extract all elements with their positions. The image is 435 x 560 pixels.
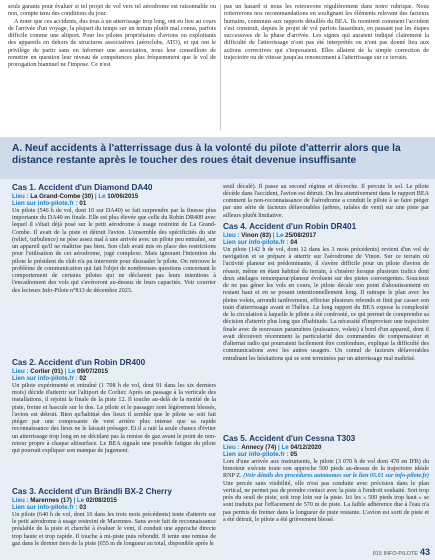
case-5 bbox=[223, 434, 429, 524]
case-3 bbox=[12, 487, 216, 548]
intro-right-column bbox=[224, 4, 429, 62]
case-link[interactable]: Lien sur info-pilote.fr : 02 bbox=[12, 375, 87, 382]
case-link[interactable]: Lien sur info-pilote.fr : 03 bbox=[12, 504, 87, 511]
column-divider bbox=[220, 4, 221, 130]
case-meta: Lieu : Annecy (74) | Le 04/12/2020 bbox=[223, 443, 322, 451]
case-body: Un pilote (546 h de vol, dont 10 sur DA40) se fait surprendre par la finesse plus importante du DA40 en finale. Elle est plus élevée que celle du Robin DR400 avec lequel il s'était déjà posé sur le petit aérodrome à usage restreint de La Grand-Combe. Il avait de la piste et détruit l'avion. L'ensemble des spécificités du site (relief, turbulence) ne pèse assez mal à une arrivée avec un pilote peu entraîné, sur un appareil qu'il ne maîtrise pas bien. Son club avait mis en place des restrictions pour l'utilisation de cet aérodrome, jugé complexe. Mais ignorant l'intention du pilote le président du club n'a pu intervenir pour dissuader le pilote. On retrouve le problème de communication qui fait l'objet de nombreuses questions concernant le comportement de certains pilotes qui ne déclarent pas leurs intentions à l'encadrement des vols qui s'avèreront au-dessus de leurs capacités. Voir courrier des lecteurs Info-Pilote n°813 de décembre 2023. bbox=[12, 207, 216, 294]
case-link[interactable]: Lien sur info-pilote.fr : 05 bbox=[223, 451, 298, 458]
case-body: Un pilote (640 h de vol, dont 16 dans les trois mois précédents) tente d'atterrir sur le petit aérodrome à usage restreint de Marennes. Sans avoir fait de reconnaissance préalable de la piste et cherché à évaluer le vent, il conduit une approche directe trop haute et trop rapide. Il touche à mi-piste puis rebondit. Il tente une remise de gaz dans le dernier tiers de la piste (655 m de longueur au total, disponible après le bbox=[12, 511, 216, 547]
magazine-name: 815 INFO-PILOTE bbox=[372, 551, 418, 557]
case-meta: Lieu : La Grand-Combe (30) | Le 10/06/2015 bbox=[12, 192, 139, 200]
procedure-link[interactable]: (Voir détails des procédures autonomes sur le lien 05.01 sur info-pilote.fr) bbox=[243, 473, 429, 480]
case-meta: Lieu : Marennes (17) | Le 02/08/2015 bbox=[12, 496, 117, 504]
case-link[interactable]: Lien sur info-pilote.fr : 01 bbox=[12, 200, 87, 207]
case-title: Cas 5. Accident d'un Cessna T303 bbox=[223, 434, 356, 443]
intro-left-column bbox=[8, 4, 216, 70]
page-number: 43 bbox=[419, 547, 430, 557]
section-title: A. Neuf accidents à l'atterrissage dus à la volonté du pilote d'atterrir alors que la distance restante après le toucher des roues était devenue insuffisante bbox=[12, 143, 401, 167]
case-body: Lors d'une arrivée aux instruments, le pilote (3 070 h de vol dont 470 en IFR) du bimoteur exécute toute son approche 500 pieds au-dessus de la trajectoire idéale RNP Z. (Voir détails des procédures autonomes sur le lien 05.01 sur info-pilote.fr) Une percée sans visibilité, elle n'est pas conduite avec précision dans le plan vertical, ne permet pas de prendre contact avec la piste à l'endroit souhaité. Sort trop près du seuil de piste, soit trop loin sur la piste. Ici les « 500 pieds trop haut » se sont traduits par l'effacement de 570 m de piste. La faible adhérence due à l'eau n'a pas permis de freiner dans la longueur de piste restante. L'avion est sorti de piste et a été détruit, le pilote a été grièvement blessé. bbox=[223, 458, 429, 523]
case-body: Un pilote expérimenté et entraîné (1 708 h de vol, dont 91 dans les six derniers mois) décide d'atterrir sur l'altiport de Corlier. Après un passage à la verticale des installations, il rejoint la finale de la piste 12. Il touche au-delà de la moitié de la piste, freine et bascule sur le dos. Le pilote et le passager sont légèrement blessés, l'avion est détruit. Bien qu'habitué des lieux il semble que le pilote se soit fait piéger par une composante de vent arrière plus intense que sa rapide reconnaissance des lieux ne le laissait présager. Et il a raté la seule chance d'éviter un atterrissage trop long en ne décidant pas la remise de gaz avant le point de non-retour propre à chaque altisurface. Le BEA signale une possible fatigue du pilote qui pourrait expliquer son manque de jugement. bbox=[12, 382, 216, 455]
case-2 bbox=[12, 358, 216, 455]
intro-paragraph: seuls garants pour évaluer si tel projet de vol vers tel aérodrome est raisonnable ou non, compte tenu des conditions du jour. bbox=[8, 4, 216, 18]
case-title: Cas 3. Accident d'un Brändli BX-2 Cherry bbox=[12, 487, 172, 496]
case-body: seuil décalé). Il passe au second régime et décroche. Il percute le sol. Le pilote décède dans l'accident, l'avion est détruit. On lira attentivement dans le rapport BEA comment la non-reconnaissance de l'aérodrome a conduit le pilote à se faire piéger par une série de facteurs défavorables (arbres, rafales de vent) sur une piste par ailleurs plutôt limitative. bbox=[223, 183, 429, 219]
case-title: Cas 4. Accident d'un Robin DR401 bbox=[223, 222, 357, 231]
case-1 bbox=[12, 183, 216, 295]
case-body: Un pilote (142 h de vol, dont 12 dans les 3 mois précédents) revient d'un vol de navigation et se prépare à atterrir sur l'aérodrome de Vinon. Sur ce terrain où l'activité planeur est prédominante, il s'avère difficile pour un pilote d'avion de réussir, même en étant habitué du terrain, à s'insérer lorsque plusieurs trafics dont deux attelages remorqueur/planeur évoluent sur des pistes convergentes. Soucieux de ne pas gêner les vols en cours, le pilote décale son point d'aboutissement en restant haut et en se posant intentionnellement long. Il rattrape le plan avec les pleins volets, arrondit tardivement, effectue plusieurs rebonds et finit par casser son train d'atterrissage avant et l'hélice. Le long rapport du BEA expose la complexité de la circulation à laquelle le pilote a été confronté, ce qui permet de comprendre sa décision d'atterrir plus long que d'habitude. La nécessité d'improviser une trajectoire finale avec de nouveaux paramètres (puissance, volets) à bord d'un appareil, dont il avait découvert récemment la particularité des commandes de compensateur et d'alternat radio qui pourraient facilement être confondues, explique la difficulté des communications avec les autres usagers. Un cumul de facteurs défavorables entraînant les hésitations qui se sont terminées par un atterrissage mal maîtrisé. bbox=[223, 246, 429, 362]
intro-paragraph: pas un hasard si nous les retrouvons régulièrement dans notre rubrique. Nous reiterrerons nos recommandations en soulignant les éléments relevant des facteurs humains, communs aux rapports détaillés du BEA. Ils montrent comment l'accident s'est construit, depuis le projet de vol parfois hasardeux, en passant par les étapes successives de la phase d'arrivée. Les signes qui auraient indiqué clairement la difficulté de l'atterrissage n'ont pas été interprétés ou n'ont pas donné lieu aux actions correctives qui s'imposaient. Elles allaient de la simple correction de trajectoire ou de vitesse jusqu'au renoncement à l'atterrissage sur ce terrain. bbox=[224, 4, 429, 62]
intro-paragraph: A noter que ces accidents, dus tous à un atterrissage trop long, ont eu lieu au cours de l'arrivée d'un voyage, la plupart du temps sur un terrain plutôt mal connu, parfois difficile comme une altiport. Pour les pilotes propriétaires d'avions ou exploitants des appareils en dehors de structures associatives (aéroclubs, ATO), et qui ont le privilège de partir sans en informer une association, nous leur conseillons de remettre en question leur niveau de compétences plus fréquemment que le vol de prorogation biannuel ne l'impose. Ce n'est bbox=[8, 18, 216, 69]
case-meta: Lieu : Corlier (01) | Le 09/07/2015 bbox=[12, 367, 109, 375]
case-3-continued bbox=[223, 183, 429, 220]
case-link[interactable]: Lien sur info-pilote.fr : 04 bbox=[223, 239, 298, 246]
page-footer bbox=[373, 547, 430, 557]
case-meta: Lieu : Vinon (83) | Le 25/08/2017 bbox=[223, 231, 317, 239]
case-title: Cas 2. Accident d'un Robin DR400 bbox=[12, 358, 146, 367]
case-4 bbox=[223, 222, 429, 363]
case-title: Cas 1. Accident d'un Diamond DA40 bbox=[12, 183, 153, 192]
